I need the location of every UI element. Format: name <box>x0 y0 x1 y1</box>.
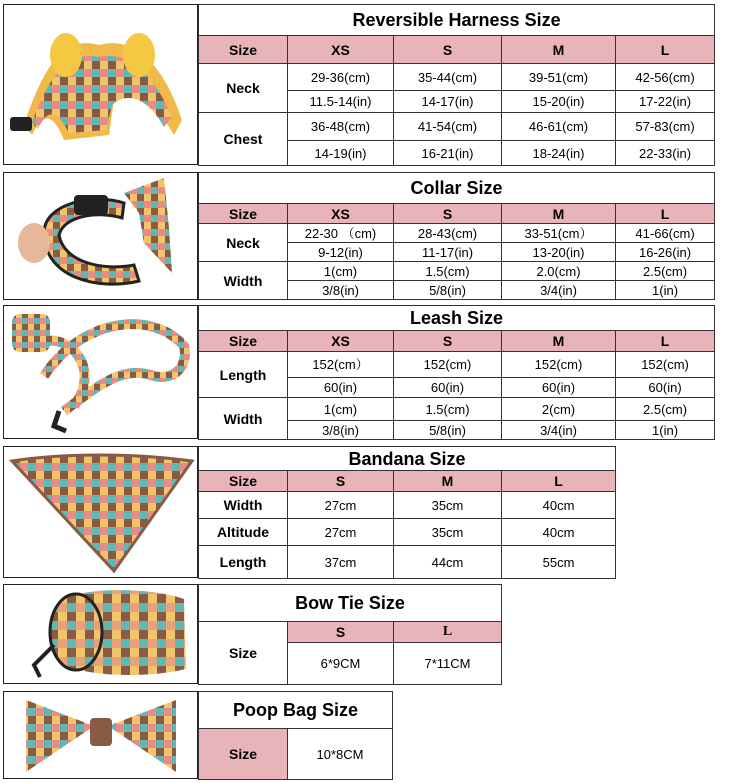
cell: 1(cm) <box>288 262 394 281</box>
cell: 9-12(in) <box>288 243 394 262</box>
cell: 14-17(in) <box>394 91 502 113</box>
cell: 6*9CM <box>288 643 394 685</box>
size-xs: XS <box>288 204 394 224</box>
cell: 46-61(cm) <box>502 113 616 141</box>
cell: 152(cm) <box>502 352 616 378</box>
row-label-size: Size <box>199 729 288 780</box>
cell: 152(cm) <box>616 352 715 378</box>
cell: 7*11CM <box>394 643 502 685</box>
harness-title: Reversible Harness Size <box>199 5 715 36</box>
cell: 1.5(cm) <box>394 398 502 421</box>
leash-title: Leash Size <box>199 306 715 331</box>
cell: 16-26(in) <box>616 243 715 262</box>
size-header: Size <box>199 471 288 492</box>
cell: 13-20(in) <box>502 243 616 262</box>
cell: 1(cm) <box>288 398 394 421</box>
size-s: S <box>394 36 502 64</box>
cell: 15-20(in) <box>502 91 616 113</box>
cell: 22-30 （cm) <box>288 224 394 243</box>
cell: 35cm <box>394 492 502 519</box>
cell: 35-44(cm) <box>394 64 502 91</box>
size-s: S <box>288 471 394 492</box>
cell: 16-21(in) <box>394 141 502 166</box>
cell: 27cm <box>288 519 394 546</box>
cell: 5/8(in) <box>394 421 502 440</box>
row-label-altitude: Altitude <box>199 519 288 546</box>
bandana-size-table <box>198 446 616 579</box>
harness-photo <box>3 4 198 165</box>
bow-tie-size-table <box>198 584 502 685</box>
cell: 60(in) <box>394 378 502 398</box>
cell: 152(cm） <box>288 352 394 378</box>
cell: 42-56(cm) <box>616 64 715 91</box>
leash-size-table <box>198 305 715 440</box>
cell: 14-19(in) <box>288 141 394 166</box>
leash-photo <box>3 305 198 439</box>
size-l: L <box>616 36 715 64</box>
poop-bag-title: Poop Bag Size <box>199 692 393 729</box>
cell: 3/4(in) <box>502 421 616 440</box>
size-header: Size <box>199 36 288 64</box>
cell: 18-24(in) <box>502 141 616 166</box>
row-label-width: Width <box>199 262 288 300</box>
cell: 1(in) <box>616 281 715 300</box>
cell: 3/8(in) <box>288 281 394 300</box>
bow-tie-title: Bow Tie Size <box>199 585 502 622</box>
cell: 39-51(cm) <box>502 64 616 91</box>
cell: 1(in) <box>616 421 715 440</box>
cell: 2.0(cm) <box>502 262 616 281</box>
harness-size-table <box>198 4 715 166</box>
cell: 28-43(cm) <box>394 224 502 243</box>
row-label-length: Length <box>199 352 288 398</box>
cell: 2.5(cm) <box>616 398 715 421</box>
size-s: S <box>288 622 394 643</box>
cell: 37cm <box>288 546 394 579</box>
cell: 41-66(cm) <box>616 224 715 243</box>
bandana-photo <box>3 446 198 578</box>
size-l: L <box>394 622 502 643</box>
row-label-size: Size <box>199 622 288 685</box>
cell: 3/4(in) <box>502 281 616 300</box>
cell: 29-36(cm) <box>288 64 394 91</box>
size-xs: XS <box>288 36 394 64</box>
cell: 36-48(cm) <box>288 113 394 141</box>
cell: 40cm <box>502 519 616 546</box>
cell: 57-83(cm) <box>616 113 715 141</box>
cell: 44cm <box>394 546 502 579</box>
bandana-title: Bandana Size <box>199 447 616 471</box>
collar-photo <box>3 172 198 300</box>
cell: 22-33(in) <box>616 141 715 166</box>
size-xs: XS <box>288 331 394 352</box>
size-m: M <box>502 204 616 224</box>
collar-title: Collar Size <box>199 173 715 204</box>
size-l: L <box>502 471 616 492</box>
cell: 10*8CM <box>288 729 393 780</box>
cell: 2.5(cm) <box>616 262 715 281</box>
collar-size-table <box>198 172 715 300</box>
bow-tie-photo <box>3 691 198 779</box>
cell: 60(in) <box>502 378 616 398</box>
row-label-width: Width <box>199 398 288 440</box>
size-s: S <box>394 331 502 352</box>
cell: 152(cm) <box>394 352 502 378</box>
size-s: S <box>394 204 502 224</box>
cell: 5/8(in) <box>394 281 502 300</box>
row-label-length: Length <box>199 546 288 579</box>
size-m: M <box>502 36 616 64</box>
poop-bag-photo <box>3 584 198 684</box>
size-l: L <box>616 331 715 352</box>
size-m: M <box>394 471 502 492</box>
cell: 2(cm) <box>502 398 616 421</box>
poop-bag-size-table <box>198 691 393 780</box>
row-label-chest: Chest <box>199 113 288 166</box>
cell: 33-51(cm） <box>502 224 616 243</box>
cell: 41-54(cm) <box>394 113 502 141</box>
cell: 40cm <box>502 492 616 519</box>
cell: 11.5-14(in) <box>288 91 394 113</box>
size-m: M <box>502 331 616 352</box>
cell: 17-22(in) <box>616 91 715 113</box>
cell: 3/8(in) <box>288 421 394 440</box>
cell: 35cm <box>394 519 502 546</box>
cell: 27cm <box>288 492 394 519</box>
size-header: Size <box>199 204 288 224</box>
cell: 60(in) <box>288 378 394 398</box>
cell: 60(in) <box>616 378 715 398</box>
row-label-neck: Neck <box>199 224 288 262</box>
size-l: L <box>616 204 715 224</box>
cell: 11-17(in) <box>394 243 502 262</box>
row-label-neck: Neck <box>199 64 288 113</box>
cell: 1.5(cm) <box>394 262 502 281</box>
cell: 55cm <box>502 546 616 579</box>
row-label-width: Width <box>199 492 288 519</box>
size-header: Size <box>199 331 288 352</box>
